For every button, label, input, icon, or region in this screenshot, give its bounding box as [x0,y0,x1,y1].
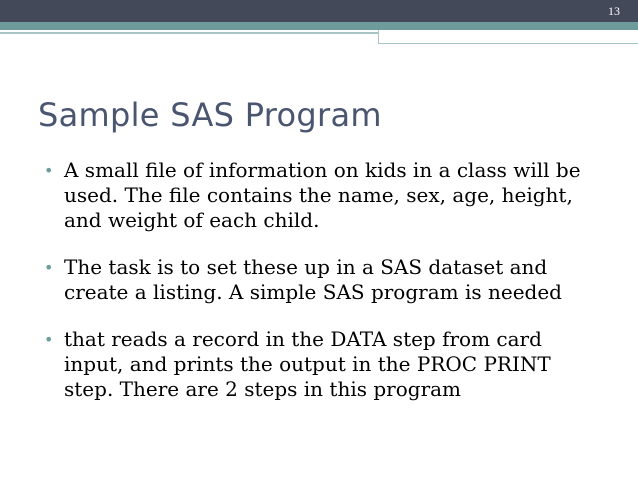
header-tab-teal [378,22,638,30]
bullet-item [44,327,604,402]
page-number: 13 [608,4,620,18]
bullet-marker-icon: • [44,161,54,180]
bullet-list [44,158,604,424]
bullet-item [44,158,604,233]
bullet-marker-icon: • [44,258,54,277]
header-tab-dark [378,0,638,22]
slide-title: Sample SAS Program [38,96,382,134]
bullet-item [44,255,604,305]
bullet-marker-icon: • [44,330,54,349]
bullet-text: A small file of information on kids in a class will be used. The file contains the name, sex, age, height, and weight of each child. [64,158,581,232]
bullet-text: that reads a record in the DATA step from card input, and prints the output in the PROC PRINT step. There are 2 steps in this program [64,327,551,401]
bullet-text: The task is to set these up in a SAS dataset and create a listing. A simple SAS program is needed [64,255,562,304]
